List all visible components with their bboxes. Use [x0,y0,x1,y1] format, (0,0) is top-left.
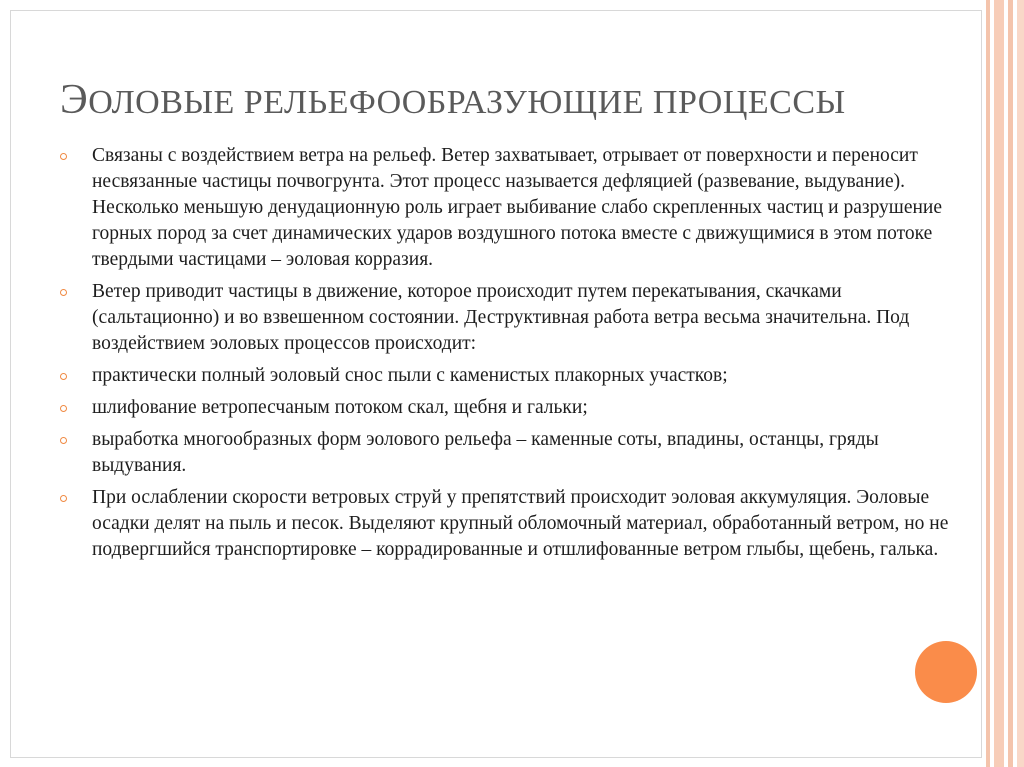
list-item [58,395,968,421]
list-item [58,279,968,357]
list-item [58,363,968,389]
item-text: При ослаблении скорости ветровых струй у препятствий происходит эоловая аккумуляция. Эоловые осадки делят на пыль и песок. Выделяют крупный обломочный материал, обработанный ветром, но не подвергшийся транспортировке – коррадированные и отшлифованные ветром глыбы, щебень, галька. [92,487,949,560]
bullet-ring-icon [60,405,67,412]
decor-stripe [1017,0,1024,767]
item-text: Связаны с воздействием ветра на рельеф. Ветер захватывает, отрывает от поверхности и переносит несвязанные частицы почвогрунта. Этот процесс называется дефляцией (развевание, выдувание). Несколько меньшую денудационную роль играет выбивание слабо скрепленных частиц и разрушение горных пород за счет динамических ударов воздушного потока вместе с движущимися в этом потоке твердыми частицами – эоловая корразия. [92,145,943,270]
item-text: Ветер приводит частицы в движение, которое происходит путем перекатывания, скачками (сальтационно) и во взвешенном состоянии. Деструктивная работа ветра весьма значительна. Под воздействием эоловых процессов происходит: [92,281,910,354]
item-text: практически полный эоловый снос пыли с каменистых плакорных участков; [92,365,728,386]
decor-circle [915,641,977,703]
slide-title [60,76,960,124]
bullet-ring-icon [60,289,67,296]
item-text: шлифование ветропесчаным потоком скал, щебня и гальки; [92,397,588,418]
bullet-ring-icon [60,373,67,380]
title-rest: ОЛОВЫЕ РЕЛЬЕФООБРАЗУЮЩИЕ ПРОЦЕССЫ [88,84,846,121]
decor-stripe [1008,0,1013,767]
list-item [58,427,968,479]
decor-stripe [986,0,990,767]
bullet-ring-icon [60,495,67,502]
title-first-letter: Э [60,77,89,123]
bullet-ring-icon [60,153,67,160]
bullet-ring-icon [60,437,67,444]
list-item [58,143,968,273]
bullet-list [58,143,968,569]
decor-stripe [994,0,1004,767]
item-text: выработка многообразных форм эолового рельефа – каменные соты, впадины, останцы, гряды выдувания. [92,429,879,476]
list-item [58,485,968,563]
